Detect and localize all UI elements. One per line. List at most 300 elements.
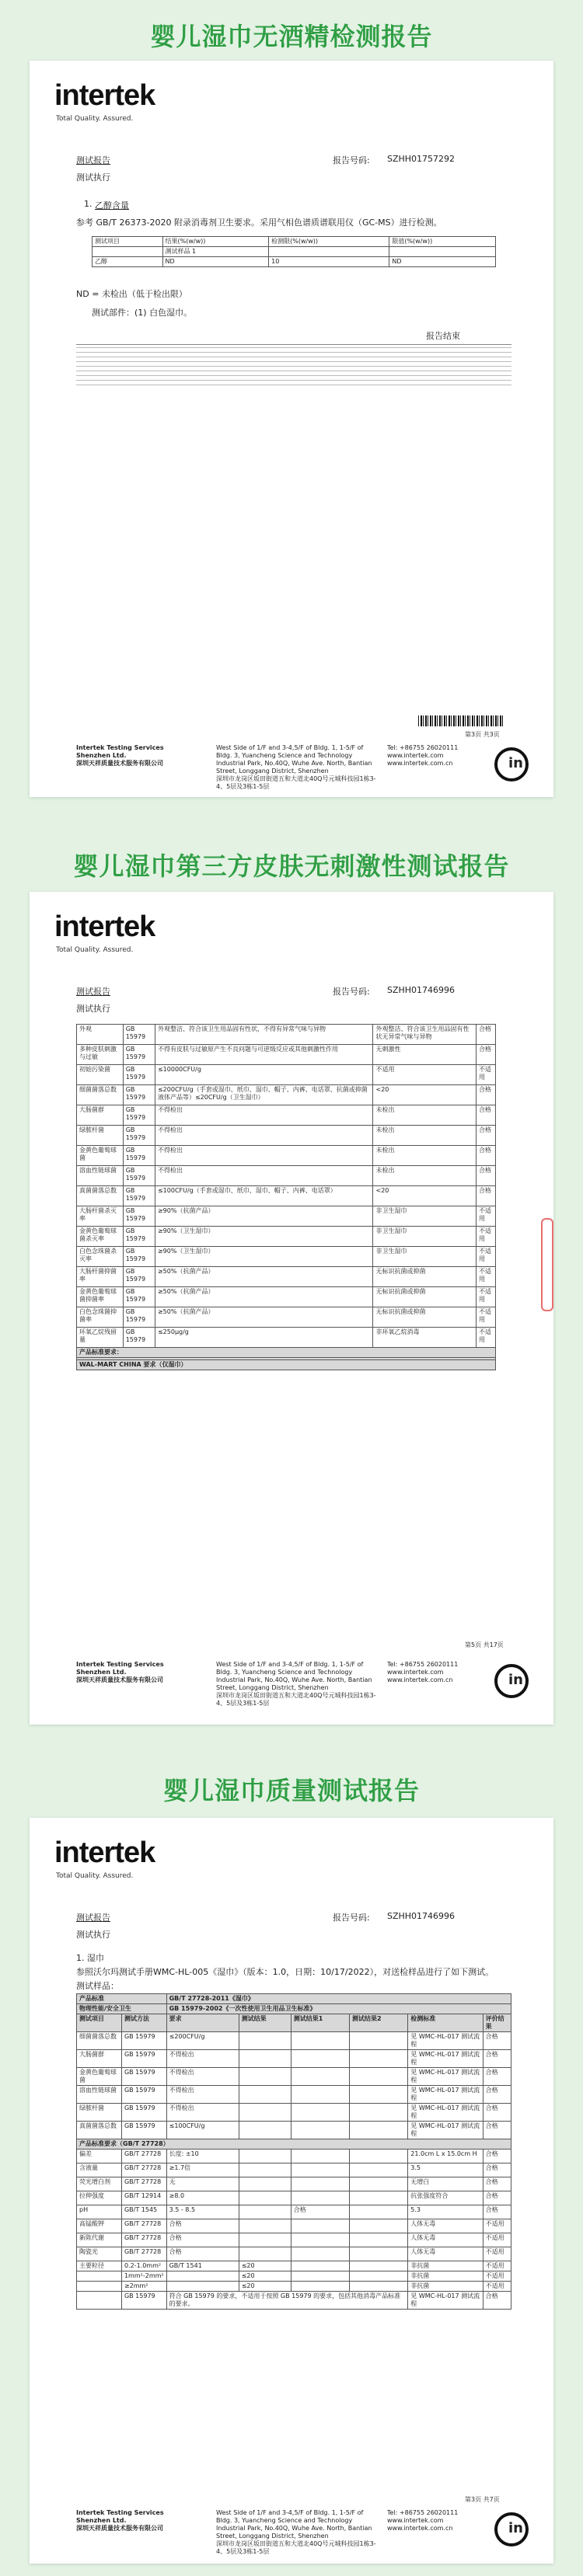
table-cell: GB 15979	[123, 1105, 155, 1126]
table-cell: GB 15979	[123, 1045, 155, 1065]
table-cell: 见 WMC-HL-017 测试流程	[408, 2086, 483, 2104]
table-cell: 无标识抗菌或抑菌	[373, 1307, 477, 1328]
table-cell	[350, 2247, 408, 2261]
table-cell: ≥1.7倍	[166, 2163, 239, 2177]
table-cell	[77, 2271, 122, 2282]
table-cell: GB 15979	[121, 2292, 166, 2310]
table-cell: 见 WMC-HL-017 测试流程	[408, 2032, 483, 2050]
table-row	[77, 1227, 496, 1247]
table-cell	[239, 2068, 291, 2086]
table-cell: 产品标准	[77, 1994, 167, 2004]
table-cell: ≥50%（抗菌产品）	[155, 1307, 373, 1328]
table-cell: 绿脓杆菌	[77, 1126, 124, 1146]
table-row	[77, 1348, 496, 1358]
table-cell: 1mm²-2mm²	[121, 2271, 166, 2282]
table-cell	[350, 2104, 408, 2122]
table-cell: 不适用	[477, 1287, 496, 1307]
table-cell: GB 15979	[123, 1166, 155, 1186]
table-cell: 合格	[477, 1126, 496, 1146]
report-end: 报告结束	[426, 331, 460, 341]
table-cell: 物理性能/安全卫生	[77, 2004, 167, 2014]
in-circle-logo: in	[494, 2512, 529, 2546]
table-row	[77, 2233, 511, 2247]
table-cell	[350, 2086, 408, 2104]
table-cell: ≤20	[239, 2271, 291, 2282]
section-title-3: 婴儿湿巾质量测试报告	[162, 1776, 420, 1805]
table-cell: ≤10000CFU/g	[155, 1065, 373, 1085]
table-cell	[239, 2150, 291, 2163]
table-row	[77, 2122, 511, 2139]
table-cell: 环氧乙烷残留量	[77, 1328, 124, 1348]
table-cell: 外观整洁、符合该卫生用品固有性状无异常气味与异物	[373, 1025, 477, 1045]
table-cell	[291, 2163, 349, 2177]
table-cell: 产品标准要求（GB/T 27728）	[77, 2139, 511, 2150]
table-cell: 不适用	[483, 2261, 511, 2271]
table-row	[77, 2104, 511, 2122]
table-cell: 大肠杆菌杀灭率	[77, 1206, 124, 1227]
table-cell	[350, 2177, 408, 2191]
table-cell: 不适用	[477, 1267, 496, 1287]
table-cell: GB 15979	[123, 1126, 155, 1146]
exec-label: 测试执行	[76, 172, 110, 183]
table-cell: 合格	[483, 2050, 511, 2068]
table-cell: 合格	[291, 2205, 349, 2219]
table-row	[77, 1247, 496, 1267]
table-cell: ≥50%（抗菌产品）	[155, 1267, 373, 1287]
table-cell: GB 15979	[121, 2068, 166, 2086]
table-cell: ≥90%（抗菌产品）	[155, 1206, 373, 1227]
quality-table	[76, 1993, 511, 2310]
table-cell	[350, 2282, 408, 2292]
table-cell: GB 15979	[123, 1025, 155, 1045]
intro: 参考 GB/T 26373-2020 附录消毒剂卫生要求。采用气相色谱质谱联用仪（GC-MS）进行检测。	[76, 218, 442, 228]
table-cell	[350, 2032, 408, 2050]
table-cell: 溶血性链球菌	[77, 2086, 122, 2104]
table-cell: <20	[373, 1085, 477, 1105]
table-cell: 合格	[483, 2292, 511, 2310]
report-no-label: 报告号码:	[333, 155, 370, 165]
table-cell: <20	[373, 1186, 477, 1206]
table-cell: GB 15979	[123, 1186, 155, 1206]
table-row	[77, 1146, 496, 1166]
disclaimer	[76, 344, 511, 389]
table-row	[77, 2247, 511, 2261]
table-cell: 测试项目	[77, 2014, 122, 2032]
table-cell: 见 WMC-HL-017 测试流程	[408, 2104, 483, 2122]
table-cell: 高锰酸钾	[77, 2219, 122, 2233]
table-row	[77, 2086, 511, 2104]
table-cell: 无标识抗菌或抑菌	[373, 1287, 477, 1307]
table-cell: GB 15979	[121, 2104, 166, 2122]
table-cell	[239, 2219, 291, 2233]
table-cell: 合格	[483, 2032, 511, 2050]
table-cell: GB 15979-2002《一次性使用卫生用品卫生标准》	[166, 2004, 511, 2014]
table-cell: 长度: ±10	[166, 2150, 239, 2163]
table-cell: 偏差	[77, 2150, 122, 2163]
table-cell: 合格	[166, 2233, 239, 2247]
red-stamp	[541, 1218, 553, 1311]
table-cell: GB 15979	[123, 1328, 155, 1348]
report-label: 测试报告	[76, 155, 110, 165]
table-cell: GB 15979	[123, 1267, 155, 1287]
table-cell: 合格	[477, 1085, 496, 1105]
table-cell: GB/T 27728	[121, 2219, 166, 2233]
table-cell	[350, 2271, 408, 2282]
table-cell: 白色念珠菌杀灭率	[77, 1247, 124, 1267]
table-cell: 不适用	[477, 1206, 496, 1227]
table-cell: 合格	[477, 1025, 496, 1045]
table-row	[77, 2050, 511, 2068]
table-row	[77, 2205, 511, 2219]
intertek-logo: intertek	[54, 910, 155, 943]
table-cell	[239, 2050, 291, 2068]
table-cell: 合格	[477, 1105, 496, 1126]
table-row	[77, 1025, 496, 1045]
table-cell	[291, 2191, 349, 2205]
table-cell: 不得检出	[155, 1166, 373, 1186]
table-cell: 真菌菌落总数	[77, 1186, 124, 1206]
barcode	[418, 715, 504, 726]
table-row	[77, 1360, 496, 1370]
table-cell: 见 WMC-HL-017 测试流程	[408, 2050, 483, 2068]
table-cell: 拉伸强度	[77, 2191, 122, 2205]
section-title-2: 婴儿湿巾第三方皮肤无刺激性测试报告	[73, 851, 510, 881]
table-cell: 合格	[477, 1146, 496, 1166]
report-no: SZHH01757292	[387, 154, 456, 164]
table-cell	[291, 2032, 349, 2050]
table-cell	[291, 2271, 349, 2282]
table-cell: 多种皮肤刺激与过敏	[77, 1045, 124, 1065]
table-cell: 不得检出	[155, 1126, 373, 1146]
table-cell: 合格	[483, 2177, 511, 2191]
table-cell	[239, 2177, 291, 2191]
table-row	[77, 1307, 496, 1328]
table-cell: 不得检出	[155, 1146, 373, 1166]
table-row	[77, 1994, 511, 2004]
table-cell	[350, 2163, 408, 2177]
table-cell	[239, 2233, 291, 2247]
table-cell	[291, 2086, 349, 2104]
table-row	[77, 2139, 511, 2150]
table-cell: 真菌菌落总数	[77, 2122, 122, 2139]
table-row	[77, 1065, 496, 1085]
table-cell: 不适用	[477, 1227, 496, 1247]
table-cell: 不适用	[483, 2233, 511, 2247]
table-cell: ≥90%（卫生湿巾）	[155, 1247, 373, 1267]
table-cell: 测试方法	[121, 2014, 166, 2032]
table-cell	[77, 2282, 122, 2292]
table-row	[77, 2271, 511, 2282]
table-cell: 不适用	[477, 1065, 496, 1085]
table-cell: 无标识抗菌或抑菌	[373, 1267, 477, 1287]
table-cell	[239, 2247, 291, 2261]
table-row	[77, 1186, 496, 1206]
table-cell	[239, 2191, 291, 2205]
table-cell	[350, 2068, 408, 2086]
table-cell: 新陈代谢	[77, 2233, 122, 2247]
table-cell: 测试结果	[239, 2014, 291, 2032]
section-title-1: 婴儿湿巾无酒精检测报告	[150, 22, 433, 51]
table-cell: 不适用	[373, 1065, 477, 1085]
table-cell: 抗张强度符合	[408, 2191, 483, 2205]
table-cell: ≤200CFU/g（手套或湿巾、纸巾、湿巾、帽子、内裤、电话罩、抗菌或抑菌液体产品等）≤20CFU/g（卫生湿巾）	[155, 1085, 373, 1105]
table-cell: ≤200CFU/g	[166, 2032, 239, 2050]
table-cell: ≤20	[239, 2282, 291, 2292]
table-cell	[291, 2219, 349, 2233]
table-cell: 非抗菌	[408, 2282, 483, 2292]
table-row	[77, 1206, 496, 1227]
table-cell: 细菌菌落总数	[77, 1085, 124, 1105]
table-cell	[291, 2177, 349, 2191]
table-cell: 合格	[483, 2122, 511, 2139]
table-cell: 不得检出	[166, 2068, 239, 2086]
table-cell	[291, 2233, 349, 2247]
table-cell	[239, 2205, 291, 2219]
table-cell: GB/T 27728	[121, 2247, 166, 2261]
table-row	[77, 1045, 496, 1065]
table-cell: 无	[166, 2177, 239, 2191]
table-cell: GB 15979	[123, 1146, 155, 1166]
table-cell	[350, 2219, 408, 2233]
table-cell: 见 WMC-HL-017 测试流程	[408, 2122, 483, 2139]
table-row	[77, 2292, 511, 2310]
table-cell: GB 15979	[123, 1065, 155, 1085]
table-cell	[166, 2271, 239, 2282]
table-cell	[166, 2282, 239, 2292]
table-cell	[350, 2261, 408, 2271]
result-table: 测试项目 结果(%(w/w)) 检测限(%(w/w)) 限值(%(w/w)) 测试样品 1 乙醇 ND 10 ND	[92, 236, 496, 267]
table-cell	[239, 2086, 291, 2104]
table-cell	[291, 2282, 349, 2292]
page-no: 第3页 共3页	[465, 731, 500, 738]
table-cell: ≤100CFU/g	[166, 2122, 239, 2139]
table-cell: 金黄色葡萄球菌抑菌率	[77, 1287, 124, 1307]
table-cell: 非卫生湿巾	[373, 1227, 477, 1247]
table-cell: GB/T 27728	[121, 2150, 166, 2163]
table-cell: 不适用	[477, 1307, 496, 1328]
table-cell	[350, 2233, 408, 2247]
table-cell: GB/T 27728	[121, 2163, 166, 2177]
table-cell: 3.5 - 8.5	[166, 2205, 239, 2219]
table-cell	[350, 2205, 408, 2219]
table-cell: 非卫生湿巾	[373, 1247, 477, 1267]
table-row	[77, 2004, 511, 2014]
table-cell	[291, 2261, 349, 2271]
table-cell: 产品标准要求：	[77, 1348, 496, 1358]
table-cell	[350, 2122, 408, 2139]
table-cell: GB 15979	[121, 2050, 166, 2068]
table-cell: GB/T 27728	[121, 2177, 166, 2191]
table-cell: ≤100CFU/g（手套或湿巾、纸巾、湿巾、帽子、内裤、电话罩）	[155, 1186, 373, 1206]
table-cell	[350, 2050, 408, 2068]
table-cell: 合格	[483, 2163, 511, 2177]
table-cell: 合格	[483, 2150, 511, 2163]
table-cell: 见 WMC-HL-017 测试流程	[408, 2292, 483, 2310]
table-cell: 金黄色葡萄球菌杀灭率	[77, 1227, 124, 1247]
table-row	[77, 1328, 496, 1348]
table-cell: 外观整洁、符合该卫生用品固有性状，不得有异常气味与异物	[155, 1025, 373, 1045]
table-row	[77, 2282, 511, 2292]
table-row	[77, 2191, 511, 2205]
table-cell: 初始污染菌	[77, 1065, 124, 1085]
in-circle-logo: in	[494, 1664, 529, 1698]
table-cell: 合格	[477, 1186, 496, 1206]
table-cell: 非抗菌	[408, 2261, 483, 2271]
table-cell: 金黄色葡萄球菌	[77, 2068, 122, 2086]
table-cell: 合格	[477, 1166, 496, 1186]
table-cell: 不适用	[483, 2247, 511, 2261]
table-cell	[239, 2122, 291, 2139]
table-cell: 绿脓杆菌	[77, 2104, 122, 2122]
table-cell: WAL-MART CHINA 要求（仅湿巾）	[77, 1360, 496, 1370]
table-cell: ≥8.0	[166, 2191, 239, 2205]
table-cell: 检测标准	[408, 2014, 483, 2032]
table-cell: 未检出	[373, 1105, 477, 1126]
table-cell: 要求	[166, 2014, 239, 2032]
table-cell: 符合 GB 15979 的要求，不适用于按照 GB 15979 的要求，包括其他消毒产品标准的要求。	[166, 2292, 408, 2310]
table-row	[77, 1126, 496, 1146]
table-cell: 合格	[483, 2205, 511, 2219]
table-cell: 不适用	[483, 2282, 511, 2292]
table-cell: GB 15979	[123, 1227, 155, 1247]
table-cell: ≤20	[239, 2261, 291, 2271]
table-cell: GB/T 1545	[121, 2205, 166, 2219]
tagline: Total Quality. Assured.	[56, 946, 134, 954]
table-cell	[239, 2104, 291, 2122]
table-cell: 未检出	[373, 1146, 477, 1166]
table-cell: 不适用	[483, 2219, 511, 2233]
table-cell: 合格	[483, 2086, 511, 2104]
table-row	[77, 2163, 511, 2177]
table-cell: 非抗菌	[408, 2271, 483, 2282]
table-cell: 外观	[77, 1025, 124, 1045]
table-cell: 主要粒径	[77, 2261, 122, 2271]
table-cell: 合格	[166, 2219, 239, 2233]
table-cell: 合格	[483, 2104, 511, 2122]
table-cell	[350, 2191, 408, 2205]
table-cell: 不得检出	[166, 2086, 239, 2104]
table-cell: 不适用	[477, 1247, 496, 1267]
table-cell: GB 15979	[121, 2032, 166, 2050]
table-cell: 溶血性链球菌	[77, 1166, 124, 1186]
table-cell: 大肠菌群	[77, 2050, 122, 2068]
table-row	[77, 1287, 496, 1307]
table-cell	[291, 2050, 349, 2068]
table-cell: GB/T 1541	[166, 2261, 239, 2271]
table-cell: 合格	[483, 2068, 511, 2086]
report-page-3: intertek Total Quality. Assured. 测试报告 报告号码: SZHH01746996 测试执行 1. 湿巾 参照沃尔玛测试手册WMC-HL-005《湿巾》（版本：1.0，日期：10/17/2022），对送检样品进行了如下测试。 测试样品： 产品标准 GB/T 27728-2011《湿巾》 物理性能/安全卫生 GB 15979-2002《一次性使用卫生用品卫生标准》 测试项目 测试方法 要求 测试结果 测试结果1 测试结果2 检测标准 评价结果 细菌菌落总数 GB 15979 ≤200CFU/g 见 WMC-HL-017 测试流程 合格 大肠菌群 GB 15979 不得检出 见 WMC-HL-017 测试流程 合格 金黄色葡萄球菌 GB 15979 不得检出 见 WMC-HL-017 测试流程 合格 溶血性链球菌 GB 15979 不得检出 见 WMC-HL-017 测试流程 合格 绿脓杆菌 GB 15979 不得检出 见 WMC-HL-017 测试流程 合格 真菌菌落总数 GB 15979 ≤100CFU/g 见 WMC-HL-017 测试流程 合格 产品标准要求（GB/T 27728） 偏差 GB/T 27728 长度: ±10 21.0cm L x 15.0cm H 合格 含液量 GB/T 27728 ≥1.7倍 3.5 合格 荧光增白剂 GB/T 27728 无 无增白 合格 拉伸强度 GB/T 12914 ≥8.0 抗张强度符合 合格 pH GB/T 1545 3.5 - 8.5 合格 5.3 合格 高锰酸钾 GB/T 27728 合格 人体无毒 不适用 新陈代谢 GB/T 27728 合格 人体无毒 不适用 陶瓷光 GB/T 27728 合格 人体无毒 不适用 主要粒径 0.2-1.0mm² GB/T 1541 ≤20 非抗菌 不适用 1mm²-2mm² ≤20 非抗菌 不适用 ≥2mm² ≤20 非抗菌 不适用 GB 15979 符合 GB 15979 的要求，不适用于按照 GB 15979 的要求，包括其他消毒产品标准的要求。 见 WMC-HL-017 测试流程 合格 第3页 共7页 Intertek Testing Services Shenzhen Ltd. 深圳天祥质量技术服务有限公司 West Side of 1/F and 3-4,5/F of Bldg. 1, 1-5/F of Bldg. 3, Yuancheng Science and Technology Industrial Park, No.40Q, Wuhe Ave. North, Bantian Street, Longgang District, Shenzhen 深圳市龙岗区坂田街道五和大道北40Q号元城科技园1栋3-4、5层及3栋1-5层 Tel: +86755 26020111 www.intertek.com www.intertek.com.cn in	[30, 1818, 553, 2564]
table-row	[77, 2014, 511, 2032]
table-cell: 无刺激性	[373, 1045, 477, 1065]
table-row	[77, 1166, 496, 1186]
table-cell: 不得检出	[166, 2050, 239, 2068]
tagline: Total Quality. Assured.	[56, 1872, 134, 1880]
table-cell: ≥2mm²	[121, 2282, 166, 2292]
table-cell: 0.2-1.0mm²	[121, 2261, 166, 2271]
table-cell: GB 15979	[123, 1085, 155, 1105]
table-cell	[291, 2247, 349, 2261]
table-cell: ≥50%（抗菌产品）	[155, 1287, 373, 1307]
table-cell: 3.5	[408, 2163, 483, 2177]
table-cell: 陶瓷光	[77, 2247, 122, 2261]
table-cell: 21.0cm L x 15.0cm H	[408, 2150, 483, 2163]
table-cell: GB 15979	[123, 1307, 155, 1328]
table-cell: 人体无毒	[408, 2247, 483, 2261]
irritation-table	[76, 1024, 496, 1370]
table-cell	[291, 2122, 349, 2139]
table-cell: 测试结果2	[350, 2014, 408, 2032]
table-cell: ≥90%（卫生湿巾）	[155, 1227, 373, 1247]
table-cell: 未检出	[373, 1166, 477, 1186]
table-cell	[291, 2104, 349, 2122]
table-cell	[291, 2150, 349, 2163]
table-cell: 白色念珠菌抑菌率	[77, 1307, 124, 1328]
table-cell: 不得有皮肤与过敏原产生不良问题与可逆级反应或其他刺激性作用	[155, 1045, 373, 1065]
in-circle-logo: in	[494, 747, 529, 782]
table-cell: ≤250μg/g	[155, 1328, 373, 1348]
table-cell: 大肠菌群	[77, 1105, 124, 1126]
table-cell: GB 15979	[123, 1287, 155, 1307]
table-cell: 大肠杆菌抑菌率	[77, 1267, 124, 1287]
table-cell: 5.3	[408, 2205, 483, 2219]
table-cell	[239, 2032, 291, 2050]
table-cell: 无增白	[408, 2177, 483, 2191]
table-cell	[350, 2150, 408, 2163]
table-cell: 不得检出	[166, 2104, 239, 2122]
note-nd: ND = 未检出（低于检出限）	[76, 289, 187, 299]
table-cell: 合格	[477, 1045, 496, 1065]
table-cell	[77, 2292, 122, 2310]
table-cell: GB/T 27728-2011《湿巾》	[166, 1994, 511, 2004]
table-cell: GB/T 12914	[121, 2191, 166, 2205]
table-cell: 不得检出	[155, 1105, 373, 1126]
table-row	[77, 2261, 511, 2271]
table-cell: 非卫生湿巾	[373, 1206, 477, 1227]
table-cell: 测试结果1	[291, 2014, 349, 2032]
table-row	[77, 1085, 496, 1105]
table-cell: 不适用	[477, 1328, 496, 1348]
table-cell: GB 15979	[121, 2086, 166, 2104]
table-cell: GB 15979	[123, 1247, 155, 1267]
table-cell	[239, 2163, 291, 2177]
table-cell: 合格	[483, 2191, 511, 2205]
table-cell: 荧光增白剂	[77, 2177, 122, 2191]
table-cell: 见 WMC-HL-017 测试流程	[408, 2068, 483, 2086]
table-cell: 含液量	[77, 2163, 122, 2177]
table-cell: 合格	[166, 2247, 239, 2261]
tagline: Total Quality. Assured.	[56, 115, 134, 123]
intertek-logo: intertek	[54, 1836, 155, 1869]
table-cell: 评价结果	[483, 2014, 511, 2032]
report-page-2: intertek Total Quality. Assured. 测试报告 报告号码: SZHH01746996 测试执行 外观 GB 15979 外观整洁、符合该卫生用品固有性状，不得有异常气味与异物 外观整洁、符合该卫生用品固有性状无异常气味与异物 合格 多种皮肤刺激与过敏 GB 15979 不得有皮肤与过敏原产生不良问题与可逆级反应或其他刺激性作用 无刺激性 合格 初始污染菌 GB 15979 ≤10000CFU/g 不适用 不适用 细菌菌落总数 GB 15979 ≤200CFU/g（手套或湿巾、纸巾、湿巾、帽子、内裤、电话罩、抗菌或抑菌液体产品等）≤20CFU/g（卫生湿巾） <20 合格 大肠菌群 GB 15979 不得检出 未检出 合格 绿脓杆菌 GB 15979 不得检出 未检出 合格 金黄色葡萄球菌 GB 15979 不得检出 未检出 合格 溶血性链球菌 GB 15979 不得检出 未检出 合格 真菌菌落总数 GB 15979 ≤100CFU/g（手套或湿巾、纸巾、湿巾、帽子、内裤、电话罩） <20 合格 大肠杆菌杀灭率 GB 15979 ≥90%（抗菌产品） 非卫生湿巾 不适用 金黄色葡萄球菌杀灭率 GB 15979 ≥90%（卫生湿巾） 非卫生湿巾 不适用 白色念珠菌杀灭率 GB 15979 ≥90%（卫生湿巾） 非卫生湿巾 不适用 大肠杆菌抑菌率 GB 15979 ≥50%（抗菌产品） 无标识抗菌或抑菌 不适用 金黄色葡萄球菌抑菌率 GB 15979 ≥50%（抗菌产品） 无标识抗菌或抑菌 不适用 白色念珠菌抑菌率 GB 15979 ≥50%（抗菌产品） 无标识抗菌或抑菌 不适用 环氧乙烷残留量 GB 15979 ≤250μg/g 非环氧乙烷消毒 不适用 产品标准要求： WAL-MART CHINA 要求（仅湿巾） 第5页 共17页 Intertek Testing Services Shenzhen Ltd. 深圳天祥质量技术服务有限公司 West Side of 1/F and 3-4,5/F of Bldg. 1, 1-5/F of Bldg. 3, Yuancheng Science and Technology Industrial Park, No.40Q, Wuhe Ave. North, Bantian Street, Longgang District, Shenzhen 深圳市龙岗区坂田街道五和大道北40Q号元城科技园1栋3-4、5层及3栋1-5层 Tel: +86755 26020111 www.intertek.com www.intertek.com.cn in	[30, 892, 553, 1725]
table-cell: 人体无毒	[408, 2233, 483, 2247]
table-cell: 未检出	[373, 1126, 477, 1146]
table-cell: 金黄色葡萄球菌	[77, 1146, 124, 1166]
table-cell: 非环氧乙烷消毒	[373, 1328, 477, 1348]
report-page-1: intertek Total Quality. Assured. 测试报告 报告号码: SZHH01757292 测试执行 1. 乙醇含量 参考 GB/T 26373-2020 附录消毒剂卫生要求。采用气相色谱质谱联用仪（GC-MS）进行检测。 测试项目 结果(%(w/w)) 检测限(%(w/w)) 限值(%(w/w)) 测试样品 1 乙醇 ND 10 ND ND = 未检出（低于检出限） 测试部件：(1) 白色湿巾。 报告结束 第3页 共3页 Intertek Testing Services Shenzhen Ltd. 深圳天祥质量技术服务有限公司 West Side of 1/F and 3-4,5/F of Bldg. 1, 1-5/F of Bldg. 3, Yuancheng Science and Technology Industrial Park, No.40Q, Wuhe Ave. North, Bantian Street, Longgang District, Shenzhen 深圳市龙岗区坂田街道五和大道北40Q号元城科技园1栋3-4、5层及3栋1-5层 Tel: +86755 26020111 www.intertek.com www.intertek.com.cn in	[30, 61, 553, 797]
table-row	[77, 1267, 496, 1287]
table-row	[77, 2219, 511, 2233]
note-parts: 测试部件：(1) 白色湿巾。	[92, 308, 193, 318]
table-cell: GB 15979	[123, 1206, 155, 1227]
test-item: 乙醇含量	[95, 200, 129, 211]
table-row	[77, 2068, 511, 2086]
table-cell: GB/T 27728	[121, 2233, 166, 2247]
table-cell: 不适用	[483, 2271, 511, 2282]
table-cell: GB 15979	[121, 2122, 166, 2139]
table-row	[77, 1105, 496, 1126]
table-row	[77, 2177, 511, 2191]
